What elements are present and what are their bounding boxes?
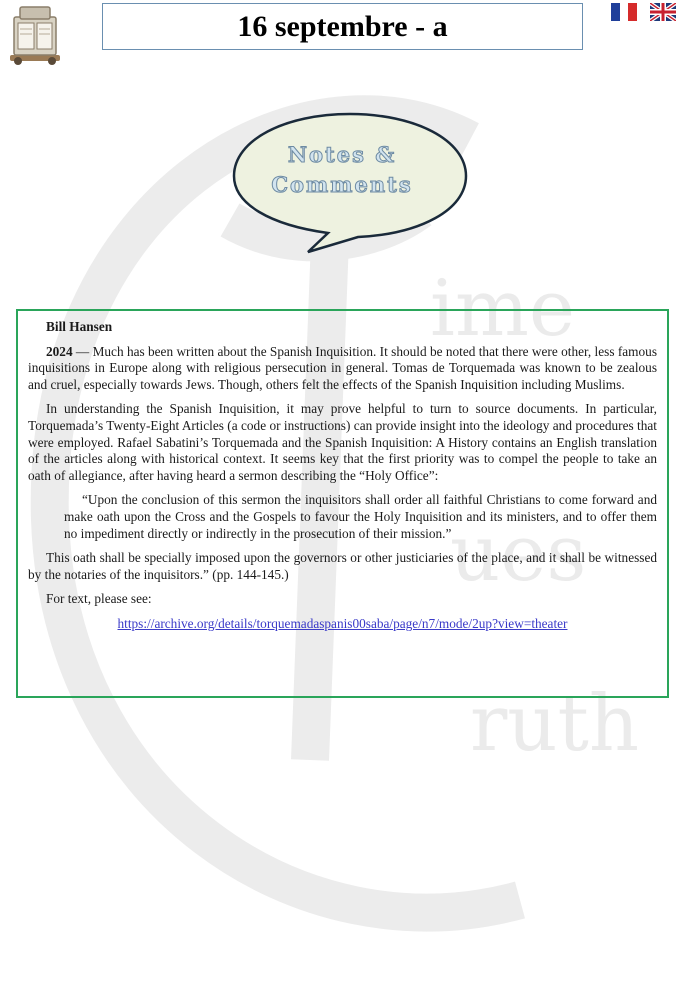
comment-see-text: For text, please see: bbox=[46, 591, 152, 607]
comment-quote: “Upon the conclusion of this sermon the inquisitors shall order all faithful Christians to come forward and make oath upon the Cross and the Gospels to favour the Holy Inquisition and its ministers, and to offer them no impediment directly or indirectly in the prosecution of their mission.” bbox=[64, 492, 657, 541]
source-link[interactable]: https://archive.org/details/torquemadaspanis00saba/page/n7/mode/2up?view=theater bbox=[117, 615, 568, 631]
printing-press-icon[interactable] bbox=[6, 3, 64, 67]
comment-paragraph-1 bbox=[28, 344, 657, 394]
banner-line-1: Notes & bbox=[287, 142, 397, 167]
notes-comments-banner bbox=[233, 140, 451, 200]
watermark-word-2: ues bbox=[450, 509, 587, 599]
comment-box bbox=[16, 309, 669, 698]
comment-paragraph-1-text: Much has been written about the Spanish Inquisition. It should be noted that there were other, less famous inquisitions in Europe along with religious persecution in general. Tomas de Torquemada was known to be zealous and cruel, especially towards Jews. Though, others felt the effects of the Spanish Inquisition including Muslims. bbox=[28, 343, 657, 392]
comment-year: 2024 bbox=[46, 343, 73, 359]
watermark-word-1: ime bbox=[430, 264, 576, 354]
page-title: 16 septembre - a bbox=[237, 9, 448, 43]
banner-line-2: Comments bbox=[271, 172, 413, 197]
flag-france-icon[interactable] bbox=[611, 3, 637, 21]
comment-author: Bill Hansen bbox=[46, 319, 113, 334]
source-link-row bbox=[28, 616, 657, 633]
flag-uk-icon[interactable] bbox=[650, 3, 676, 21]
page-title-box bbox=[102, 3, 583, 50]
comment-dash: — bbox=[72, 343, 93, 359]
comment-paragraph-2: In understanding the Spanish Inquisition, it may prove helpful to turn to source documents. In particular, Torquemada’s Twenty-Eight Articles (a code or instructions) can provide insight into the ideology and procedures that were employed. Rafael Sabatini’s Torquemada and the Spanish Inquisition: A History contains an English translation of the articles along with historical context. It seems key that the first priority was to compel the people to take an oath of allegiance, after having heard a sermon describing the “Holy Office”: bbox=[28, 401, 657, 483]
comment-paragraph-3: This oath shall be specially imposed upon the governors or other justiciaries of the place, and it shall be witnessed by the notaries of the inquisitors.” (pp. 144-145.) bbox=[28, 550, 657, 582]
watermark-word-3: ruth bbox=[470, 679, 640, 769]
